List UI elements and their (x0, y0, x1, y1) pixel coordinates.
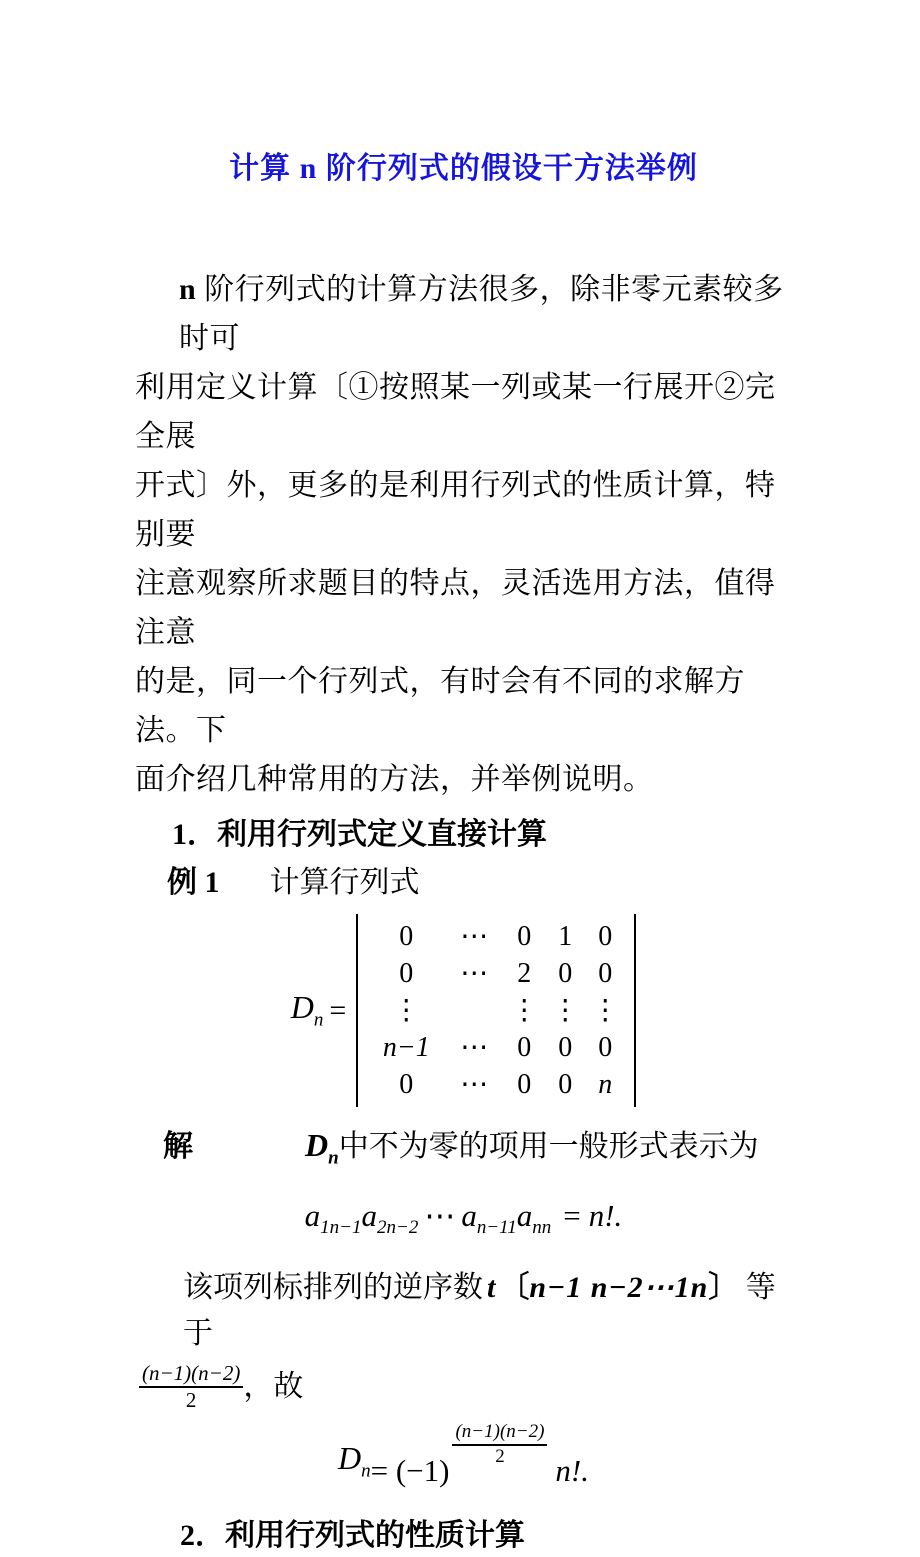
section-1-heading: 1．利用行列式定义直接计算 (172, 818, 547, 851)
determinant-equation (135, 914, 792, 1107)
inversion-paragraph (135, 1265, 792, 1357)
example-1-line (135, 862, 792, 904)
intro-lead-variable: n (179, 273, 197, 306)
fraction-denominator: 2 (185, 1387, 197, 1412)
solution-label: 解 (163, 1130, 193, 1163)
fraction-tail-text: ，故 (243, 1369, 304, 1403)
inversion-pre-text: 该项列标排列的逆序数 (183, 1270, 483, 1304)
a-symbol: a (461, 1198, 477, 1234)
det-cell: 0 (598, 958, 613, 989)
intro-line-5: 的是，同一个行列式，有时会有不同的求解方法。下 (135, 665, 745, 747)
exponent-fraction (452, 1421, 547, 1469)
det-cell: 0 (558, 1069, 573, 1100)
det-cell: ⋯ (460, 1032, 489, 1063)
exponent-numerator: (n−1)(n−2) (452, 1421, 547, 1446)
determinant-symbol (291, 989, 324, 1031)
dn-symbol (338, 1434, 371, 1495)
a-symbol: a (516, 1198, 533, 1234)
general-term-formula (135, 1192, 792, 1252)
intro-line-6: 面介绍几种常用的方法，并举例说明。 (135, 763, 654, 796)
det-cell: ⋮ (510, 995, 539, 1026)
det-cell: 0 (558, 958, 573, 989)
equals-minus-one: = (−1) (370, 1452, 450, 1488)
n-factorial: n!. (588, 1198, 623, 1234)
example-1-label: 例 1 (167, 866, 220, 899)
det-cell: ⋮ (551, 995, 580, 1026)
equals-sign: = (329, 993, 347, 1027)
det-cell: ⋮ (392, 995, 421, 1026)
ellipsis: ⋯ (424, 1198, 456, 1234)
inversion-count-fraction (139, 1361, 243, 1413)
dn-symbol (305, 1127, 339, 1169)
a-subscript-4: nn (532, 1217, 552, 1239)
example-1-text: 计算行列式 (269, 866, 420, 899)
det-cell: 0 (399, 1069, 414, 1100)
a-symbol: a (361, 1198, 377, 1234)
det-cell: 0 (598, 1032, 613, 1063)
det-cell: 0 (399, 958, 414, 989)
page-title: 计算 n 阶行列式的假设干方法举例 (229, 152, 698, 185)
exponent-denominator: 2 (495, 1446, 505, 1468)
intro-line-3: 开式〕外，更多的是利用行列式的性质计算，特别要 (135, 469, 776, 551)
det-cell: ⋯ (460, 921, 489, 952)
permutation-expression: n−1 n−2⋯1n (529, 1270, 709, 1304)
intro-line-4: 注意观察所求题目的特点，灵活选用方法，值得注意 (135, 567, 776, 649)
t-symbol: t (487, 1270, 496, 1304)
n-factorial: n!. (555, 1452, 589, 1488)
d-base: D (337, 1439, 362, 1476)
det-cell: n (598, 1069, 613, 1100)
det-cell: 0 (598, 921, 613, 952)
det-cell: 2 (517, 958, 532, 989)
solution-line (135, 1123, 792, 1180)
result-formula (135, 1415, 792, 1497)
d-subscript: n (328, 1147, 339, 1169)
close-bracket: 〕 (708, 1270, 739, 1304)
det-cell: 1 (558, 921, 573, 952)
det-cell: 0 (517, 1069, 532, 1100)
a-symbol: a (304, 1198, 321, 1234)
a-subscript-3: n−11 (476, 1217, 517, 1239)
det-cell: ⋯ (460, 958, 489, 989)
det-cell: ⋯ (460, 1069, 489, 1100)
det-cell: 0 (558, 1032, 573, 1063)
intro-line-1 (135, 265, 792, 363)
intro-paragraph (135, 265, 792, 804)
inversion-post-text: 等于 (183, 1270, 776, 1350)
d-base: D (305, 1127, 329, 1163)
det-cell: 0 (399, 921, 414, 952)
intro-line-2: 利用定义计算〔①按照某一列或某一行展开②完全展 (135, 371, 776, 453)
det-cell: ⋮ (591, 995, 620, 1026)
determinant-matrix (356, 914, 636, 1107)
d-subscript: n (313, 1009, 324, 1031)
d-subscript: n (361, 1459, 371, 1481)
intro-line-1-text: 阶行列式的计算方法很多，除非零元素较多时可 (179, 273, 784, 355)
inline-fraction-line (135, 1361, 792, 1413)
solution-text: 中不为零的项用一般形式表示为 (338, 1130, 759, 1163)
det-cell: 0 (517, 921, 532, 952)
fraction-numerator: (n−1)(n−2) (139, 1361, 243, 1388)
section-2-heading: 2．利用行列式的性质计算 (180, 1518, 525, 1552)
d-base: D (290, 989, 314, 1026)
det-cell: 0 (517, 1032, 532, 1063)
a-subscript-2: 2n−2 (377, 1217, 419, 1239)
det-cell: n−1 (382, 1032, 430, 1063)
open-bracket: 〔 (499, 1270, 530, 1304)
a-subscript-1: 1n−1 (320, 1217, 362, 1239)
equals-sign: = (563, 1198, 581, 1234)
